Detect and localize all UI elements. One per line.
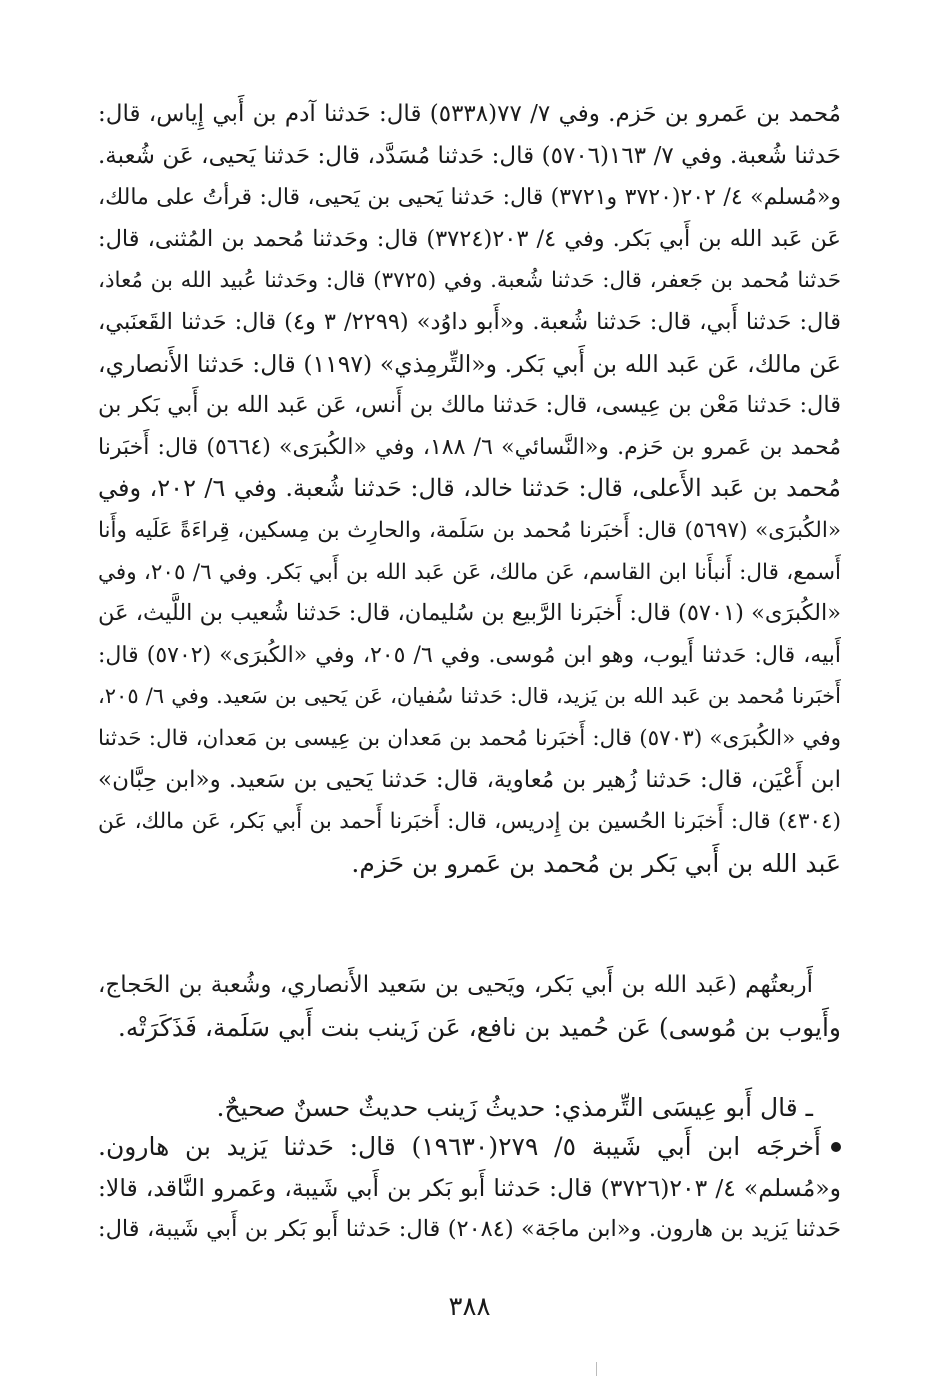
text-line: عَن عَبد الله بن أَبي بَكر. وفي ٤/ ٢٠٣(٣٧٢٤) قال: وحَدثنا مُحمد بن المُثنى، قال: bbox=[98, 225, 841, 252]
tirmidhi-grading bbox=[98, 1087, 841, 1129]
text-line: مُحمد بن عَمرو بن حَزم. وفي ٧/ ٧٧(٥٣٣٨) قال: حَدثنا آدم بن أَبي إِياس، قال: bbox=[98, 101, 841, 127]
text-line: مُحمد بن عَبد الأَعلى، قال: حَدثنا خالد، قال: حَدثنا شُعبة. وفي ٦/ ٢٠٢، وفي bbox=[98, 474, 841, 503]
text-line: «الكُبرَى» (٥٧٠١) قال: أَخبَرنا الرَّبيع بن سُليمان، قال: حَدثنا شُعيب بن اللَّيث، عَن bbox=[98, 600, 841, 627]
text-line: حَدثنا مُحمد بن جَعفر، قال: حَدثنا شُعبة. وفي (٣٧٢٥) قال: وحَدثنا عُبيد الله بن مُعاذ، bbox=[98, 268, 841, 294]
text-line: ابن أَعْيَن، قال: حَدثنا زُهير بن مُعاوية، قال: حَدثنا يَحيى بن سَعيد. و«ابن حِبَّان» bbox=[98, 766, 841, 793]
scan-edge-mark bbox=[596, 1362, 597, 1376]
text-line: (٤٣٠٤) قال: أَخبَرنا الحُسين بن إِدريس، قال: أَخبَرنا أَحمد بن أَبي بَكر، عَن مالك، عَن bbox=[98, 809, 841, 835]
text-line: حَدثنا شُعبة. وفي ٧/ ١٦٣(٥٧٠٦) قال: حَدثنا مُسَدَّد، قال: حَدثنا يَحيى، عَن شُعبة. bbox=[98, 142, 841, 169]
text-line: وفي «الكُبرَى» (٥٧٠٣) قال: أَخبَرنا مُحمد بن مَعدان بن عِيسى بن مَعدان، قال: حَدثنا bbox=[98, 725, 841, 751]
second-takhrij-paragraph bbox=[98, 1126, 841, 1251]
text-line: أَخبَرنا مُحمد بن عَبد الله بن يَزيد، قال: حَدثنا سُفيان، عَن يَحيى بن سَعيد. وفي ٦/ ٢٠٥، bbox=[98, 684, 841, 709]
text-line: قال: حَدثنا مَعْن بن عِيسى، قال: حَدثنا مالك بن أَنس، عَن عَبد الله بن أَبي بَكر بن bbox=[98, 392, 841, 419]
text-line: قال: حَدثنا أَبي، قال: حَدثنا شُعبة. و«أَبو داوُد» (٢٢٩٩/ ٣ و٤) قال: حَدثنا القَعنَبي، bbox=[98, 308, 841, 335]
text-line: «الكُبرَى» (٥٦٩٧) قال: أَخبَرنا مُحمد بن سَلَمة، والحارِث بن مِسكين، قِراءَةً عَلَيه وأَنا bbox=[98, 517, 841, 543]
text-line: وأَيوب بن مُوسى) عَن حُميد بن نافع، عَن زَينب بنت أَبي سَلَمة، فَذَكَرَتْه. bbox=[117, 1012, 841, 1042]
bullet-icon bbox=[831, 1142, 841, 1152]
text-line: عَن مالك، عَن عَبد الله بن أَبي بَكر. و«التِّرمِذي» (١١٩٧) قال: حَدثنا الأَنصاري، bbox=[98, 349, 841, 378]
text-line: ـ قال أَبو عِيسَى التِّرمذي: حديثُ زَينب حديثٌ حسنٌ صحيحٌ. bbox=[216, 1093, 813, 1122]
text-line: أَخرجَه ابن أَبي شَيبة ٥/ ٢٧٩(١٩٦٣٠) قال: حَدثنا يَزيد بن هارون. bbox=[98, 1132, 821, 1161]
text-line: عَبد الله بن أَبي بَكر بن مُحمد بن عَمرو بن حَزم. bbox=[351, 848, 841, 878]
text-line: أَربعتُهم (عَبد الله بن أَبي بَكر، ويَحيى بن سَعيد الأَنصاري، وشُعبة بن الحَجاج، bbox=[98, 972, 813, 998]
text-line-bulleted bbox=[98, 1126, 841, 1168]
summary-paragraph bbox=[98, 965, 841, 1048]
text-line: و«مُسلم» ٤/ ٢٠٢(٣٧٢٠ و٣٧٢١) قال: حَدثنا يَحيى بن يَحيى، قال: قرأتُ على مالك، bbox=[98, 185, 841, 211]
text-line: أَسمع، قال: أَنبأَنا ابن القاسم، عَن مالك، عَن عَبد الله بن أَبي بَكر. وفي ٦/ ٢٠٥، وفي bbox=[98, 559, 841, 585]
text-line: و«مُسلم» ٤/ ٢٠٣(٣٧٢٦) قال: حَدثنا أَبو بَكر بن أَبي شَيبة، وعَمرو النَّاقد، قالا: bbox=[98, 1173, 841, 1202]
text-line: أَبيه، قال: حَدثنا أَيوب، وهو ابن مُوسى. وفي ٦/ ٢٠٥، وفي «الكُبرَى» (٥٧٠٢) قال: bbox=[98, 642, 841, 668]
text-line: مُحمد بن عَمرو بن حَزم. و«النَّسائي» ٦/ ١٨٨، وفي «الكُبرَى» (٥٦٦٤) قال: أَخبَرنا bbox=[98, 434, 841, 460]
text-line: حَدثنا يَزيد بن هارون. و«ابن ماجَة» (٢٠٨٤) قال: حَدثنا أَبو بَكر بن أَبي شَيبة، قال: bbox=[98, 1216, 841, 1243]
page-number: ٣٨٨ bbox=[448, 1292, 491, 1322]
takhrij-paragraph bbox=[98, 94, 841, 884]
